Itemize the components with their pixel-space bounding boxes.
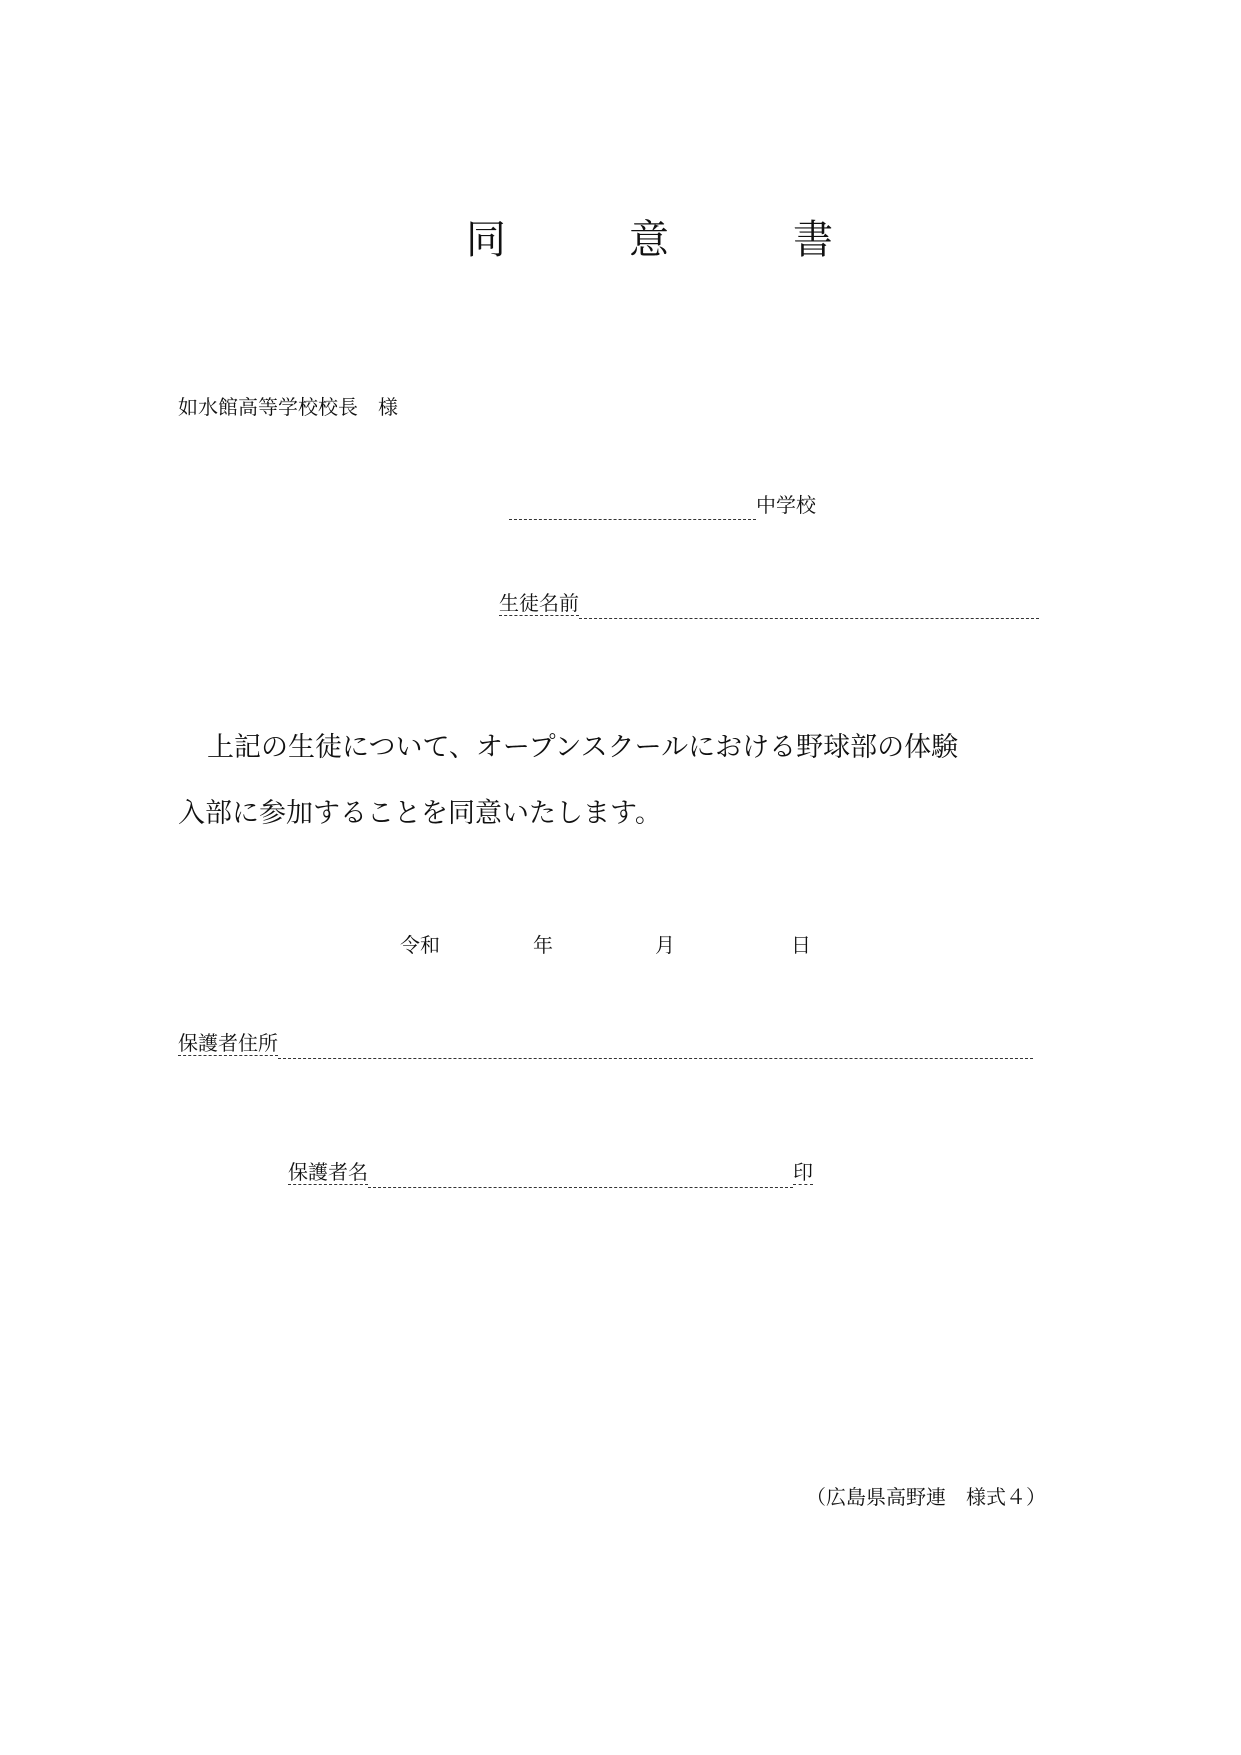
guardian-address-field (178, 1028, 1033, 1059)
consent-line-1: 上記の生徒について、オープンスクールにおける野球部の体験 (207, 732, 959, 763)
form-reference-note: （広島県高野連 様式４） (806, 1485, 1046, 1509)
guardian-name-field (288, 1157, 813, 1188)
date-month-label: 月 (655, 933, 675, 957)
title-char-1: 同 (466, 217, 506, 263)
guardian-name-blank[interactable] (368, 1165, 793, 1188)
guardian-address-blank[interactable] (278, 1036, 1033, 1059)
date-year-label: 年 (533, 933, 553, 957)
date-day-label: 日 (791, 933, 811, 957)
addressee: 如水館高等学校校長 様 (178, 395, 398, 419)
student-name-field (499, 588, 1039, 619)
guardian-name-label: 保護者名 (288, 1160, 368, 1184)
document-title (0, 210, 1241, 270)
title-char-2: 意 (629, 217, 669, 263)
guardian-address-label: 保護者住所 (178, 1031, 278, 1055)
consent-statement (178, 715, 1058, 847)
seal-mark: 印 (793, 1160, 813, 1184)
student-name-label: 生徒名前 (499, 591, 579, 615)
school-suffix-label: 中学校 (756, 493, 816, 517)
date-era-label: 令和 (400, 933, 440, 957)
student-name-blank[interactable] (579, 596, 1039, 619)
title-char-3: 書 (793, 217, 833, 263)
date-field (0, 930, 1241, 960)
consent-line-2: 入部に参加することを同意いたします。 (178, 798, 662, 829)
junior-high-school-field (509, 490, 816, 520)
school-name-blank[interactable] (509, 497, 756, 520)
